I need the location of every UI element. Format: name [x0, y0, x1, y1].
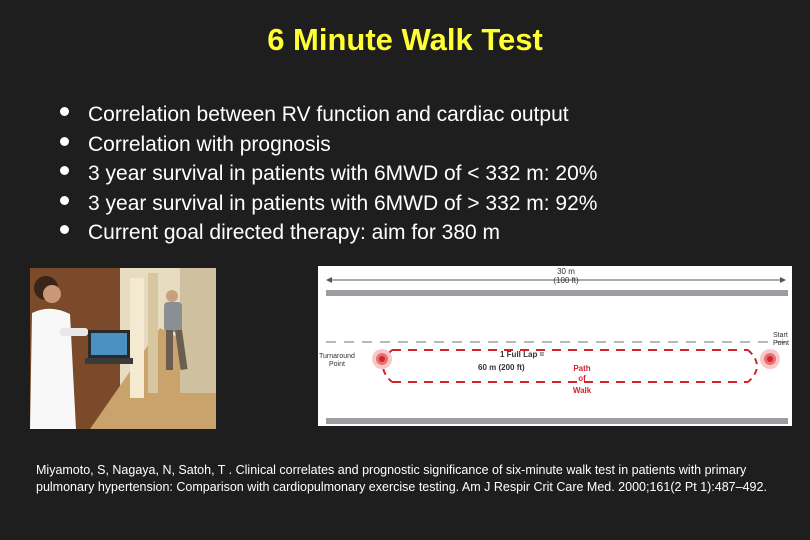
turnaround-cone-icon [372, 349, 392, 369]
bullet-text: 3 year survival in patients with 6MWD of < 332 m: 20% [88, 162, 598, 185]
bullet-text: 3 year survival in patients with 6MWD of > 332 m: 92% [88, 191, 598, 215]
walk-test-photo [30, 268, 216, 429]
bullet-item [60, 130, 597, 160]
bullet-dot-icon [60, 196, 69, 205]
bullet-item [60, 218, 597, 248]
bullet-dot-icon [60, 107, 69, 116]
course-top-wall [326, 290, 788, 296]
turnaround-label: Turnaround [319, 353, 355, 360]
bullet-item [60, 189, 597, 219]
lap-sub-label: 60 m (200 ft) [478, 363, 525, 372]
distance-sub-label: (100 ft) [553, 276, 579, 285]
start-label: Start [773, 332, 788, 339]
bullet-item [60, 159, 597, 189]
bullet-text: Correlation with prognosis [88, 132, 331, 156]
lap-label: 1 Full Lap = [500, 350, 545, 359]
walk-course-svg [318, 266, 792, 426]
turnaround-sub-label: Point [329, 361, 345, 368]
bullet-dot-icon [60, 166, 69, 175]
bullet-text: Correlation between RV function and cardiac output [88, 103, 569, 126]
citation-text: Miyamoto, S, Nagaya, N, Satoh, T . Clinical correlates and prognostic significance of six-minute walk test in patients with primary pulmonary hypertension: Comparison with cardiopulmonary exercise testing. Am J Respir Crit Care Med. 2000;161(2 Pt 1):487–492. [36, 463, 767, 494]
hallway-photo-illustration [30, 268, 216, 429]
walk-course-diagram [318, 266, 792, 426]
bullet-list [60, 100, 597, 248]
path-label: Path [573, 364, 591, 373]
bullet-text: Current goal directed therapy: aim for 380 m [88, 221, 501, 244]
path-sub-label: of [578, 374, 586, 383]
bullet-dot-icon [60, 137, 69, 146]
start-sub-label: Point [773, 340, 789, 347]
bullet-dot-icon [60, 225, 69, 234]
course-bottom-wall [326, 418, 788, 424]
path-sub2-label: Walk [572, 386, 592, 395]
slide-title: 6 Minute Walk Test [267, 22, 543, 57]
distance-label: 30 m [557, 267, 575, 276]
bullet-item [60, 100, 597, 130]
start-cone-icon [760, 349, 780, 369]
